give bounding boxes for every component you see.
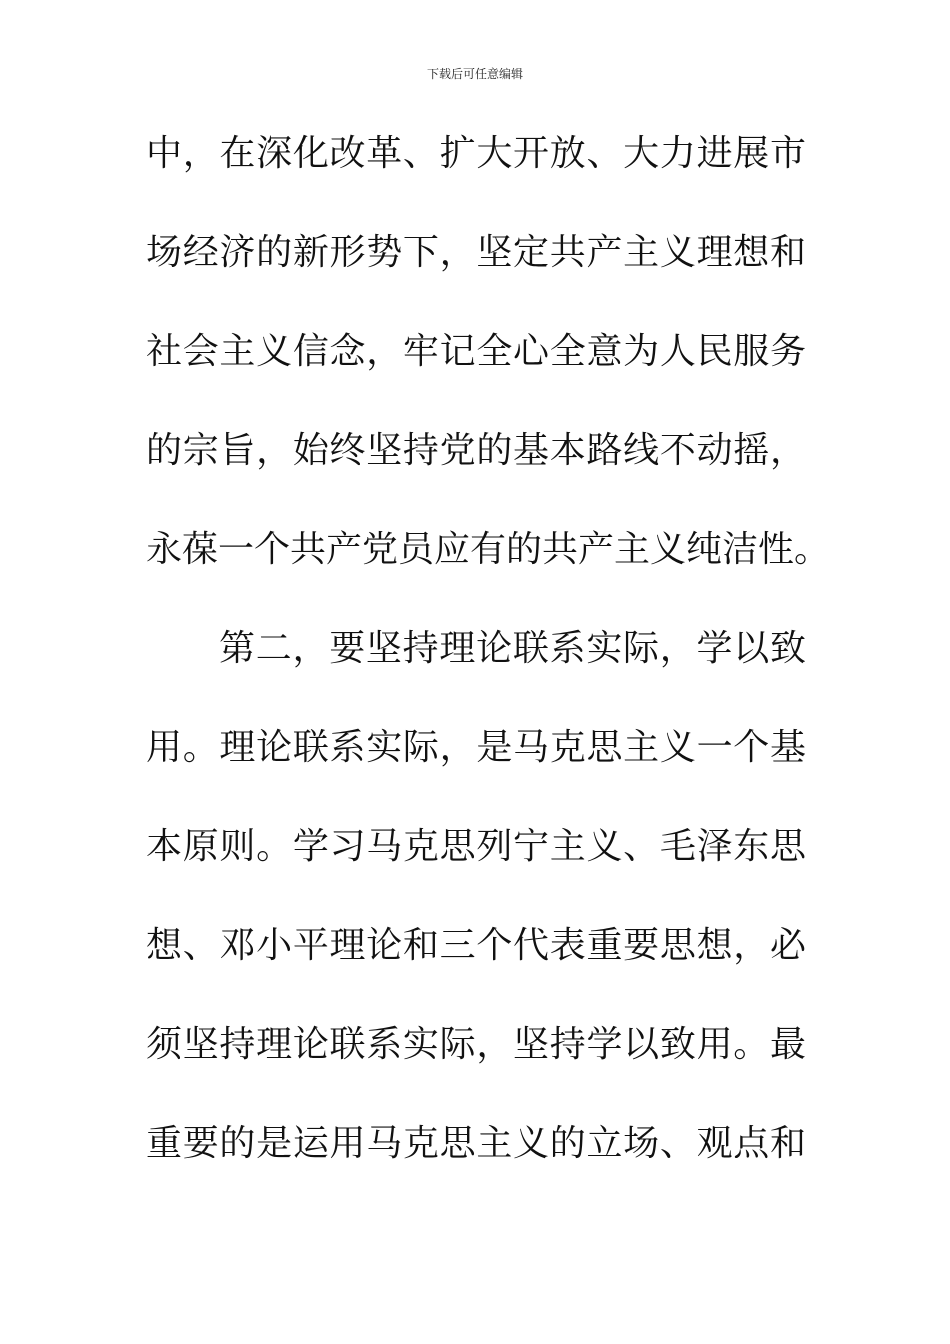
document-body [146,128,831,1217]
text-line: 永葆一个共产党员应有的共产主义纯洁性。 [146,529,831,570]
text-line: 须坚持理论联系实际，坚持学以致用。最 [146,1024,806,1065]
text-line: 的宗旨，始终坚持党的基本路线不动摇， [146,430,806,471]
text-line: 中，在深化改革、扩大开放、大力进展市 [146,133,806,174]
text-line: 社会主义信念，牢记全心全意为人民服务 [146,331,806,372]
paragraph-start-line: 第二，要坚持理论联系实际，学以致 [219,628,806,669]
text-line: 重要的是运用马克思主义的立场、观点和 [146,1123,806,1164]
page-header: 下载后可任意编辑 [426,67,523,81]
text-line: 用。理论联系实际，是马克思主义一个基 [146,727,806,768]
text-line: 本原则。学习马克思列宁主义、毛泽东思 [146,826,806,867]
text-line: 场经济的新形势下，坚定共产主义理想和 [146,232,806,273]
text-line: 想、邓小平理论和三个代表重要思想，必 [146,925,806,966]
